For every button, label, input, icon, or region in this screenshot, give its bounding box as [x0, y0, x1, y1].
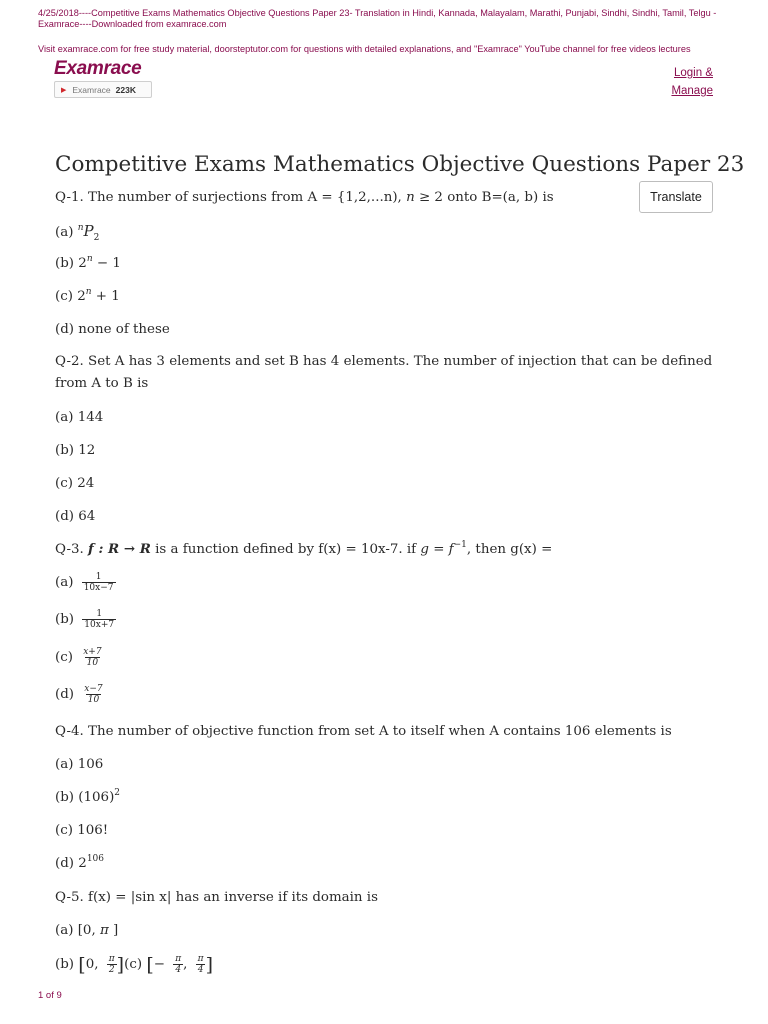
manage-link-text[interactable]: Manage: [671, 85, 713, 97]
examrace-logo[interactable]: Examrace: [54, 58, 142, 79]
fraction: $\frac{1}{10x+7}$: [84, 609, 115, 630]
q4-option-d: (d) $2^{106}$: [55, 854, 104, 871]
fraction: $\frac{x-7}{10}$: [84, 684, 103, 705]
q4-option-b: (b) $(106)^2$: [55, 788, 121, 805]
translate-button[interactable]: Translate: [639, 181, 713, 213]
q3-option-b: (b) $\frac{1}{10x+7}$: [55, 609, 115, 630]
q2-option-c: (c) 24: [55, 476, 95, 491]
login-manage-link[interactable]: [665, 64, 713, 100]
q5-option-b-c: (b) [0, $\frac{\pi}{2}$ ](c) [− $\frac{\pi}{4}$ , $\frac{\pi}{4}$ ]: [55, 954, 213, 976]
q3-option-c: (c) $\frac{x+7}{10}$: [55, 647, 102, 668]
q2-option-d: (d) 64: [55, 509, 96, 524]
q5-option-a: (a) [0, π ]: [55, 923, 119, 938]
print-header: [38, 8, 728, 55]
question-1: Q-1. The number of surjections from A = {1,2,...n), n ≥ 2 onto B=(a, b) is: [55, 190, 554, 205]
q2-option-b: (b) 12: [55, 443, 96, 458]
brand-block: [54, 58, 152, 98]
channel-name: Examrace: [72, 84, 111, 95]
q1-option-c: (c) $2^n + 1$: [55, 287, 120, 304]
question-5: Q-5. f(x) = |sin x| has an inverse if its domain is: [55, 890, 378, 905]
q4-option-a: (a) 106: [55, 757, 104, 772]
q4-option-c: (c) 106!: [55, 823, 109, 838]
question-2: Q-2. Set A has 3 elements and set B has 4 elements. The number of injection that can be defined from A to B is: [55, 354, 713, 391]
print-header-title: 4/25/2018----Competitive Exams Mathematics Objective Questions Paper 23- Translation in Hindi, Kannada, Malayalam, Marathi, Punjabi, Sindhi, Sindhi, Tamil, Telgu - Examrace----Downloaded from examrace.com: [38, 8, 717, 29]
page-number: 1 of 9: [38, 990, 62, 1001]
question-3: Q-3. f : R → R is a function defined by f(x) = 10x-7. if $g = f^{-1}$, then g(x) =: [55, 540, 553, 557]
youtube-play-icon: ▶: [61, 86, 67, 94]
print-header-notice: Visit examrace.com for free study material, doorsteptutor.com for questions with detailed explanations, and "Examrace" YouTube channel for free videos lectures: [38, 44, 691, 54]
subscriber-count: 223K: [115, 84, 136, 95]
fraction: $\frac{\pi}{4}$: [197, 954, 204, 975]
youtube-subscribe-badge[interactable]: [54, 81, 152, 98]
q1-option-b: (b) $2^n - 1$: [55, 254, 121, 271]
q2-option-a: (a) 144: [55, 410, 104, 425]
fraction: $\frac{1}{10x-7}$: [83, 572, 114, 593]
q3-option-d: (d) $\frac{x-7}{10}$: [55, 684, 103, 705]
fraction: $\frac{x+7}{10}$: [83, 647, 102, 668]
q1-option-d: (d) none of these: [55, 322, 170, 337]
page-title: Competitive Exams Mathematics Objective Questions Paper 23: [55, 152, 745, 177]
q3-option-a: (a) $\frac{1}{10x-7}$: [55, 572, 114, 593]
login-link-text[interactable]: Login &: [673, 67, 713, 79]
q1-option-a: (a) $^nP_2$: [55, 222, 100, 243]
question-4: Q-4. The number of objective function from set A to itself when A contains 106 elements is: [55, 724, 672, 739]
fraction: $\frac{\pi}{4}$: [175, 954, 182, 975]
fraction: $\frac{\pi}{2}$: [108, 954, 115, 975]
